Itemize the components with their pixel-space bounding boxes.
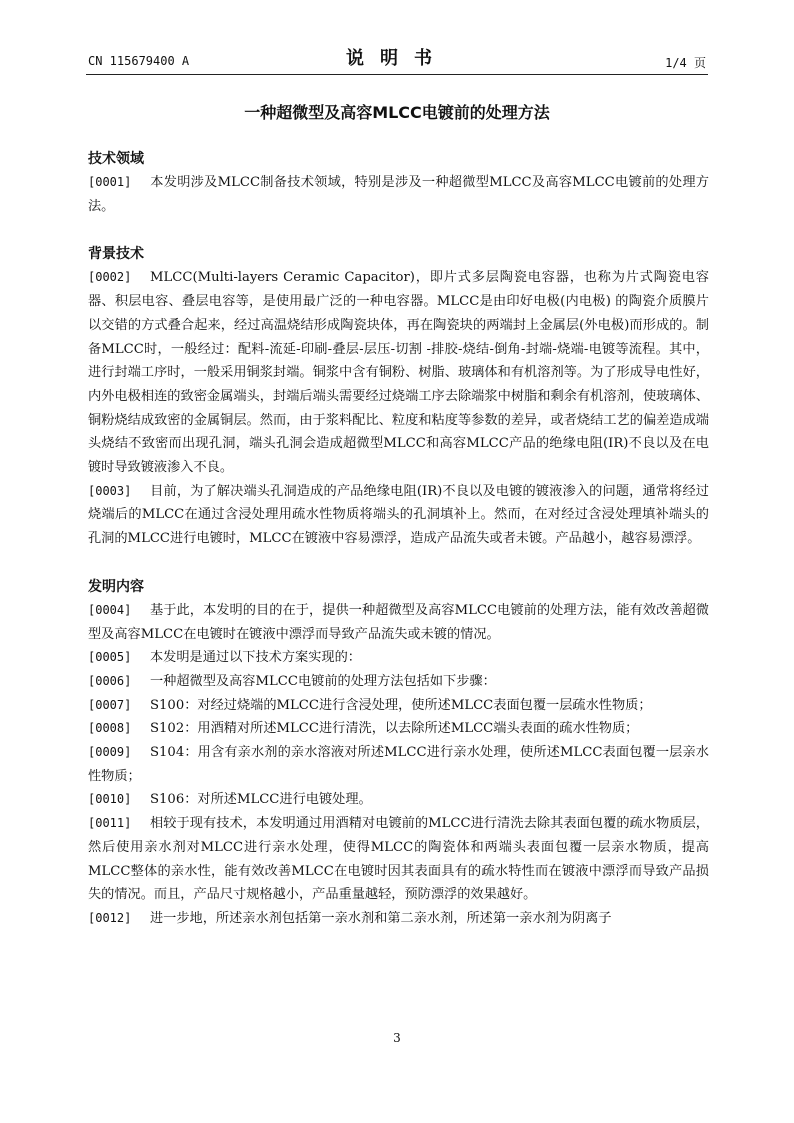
paragraph-number: [0004] [88,602,132,617]
paragraph-text: 相较于现有技术，本发明通过用酒精对电镀前的MLCC进行清洗去除其表面包覆的疏水物质层，然后使用亲水剂对MLCC进行亲水处理，使得MLCC的陶瓷体和两端头表面包覆一层亲水物质，提高MLCC整体的亲水性，能有效改善MLCC在电镀时因其表面具有的疏水特性而在镀液中漂浮而导致产品损失的情况。而且，产品尺寸规格越小，产品重量越轻，预防漂浮的效果越好。 [88,816,709,903]
paragraph [88,646,709,670]
paragraph-number: [0012] [88,910,132,925]
document-type-title: 说明书 [346,48,448,69]
paragraph-number: [0001] [88,175,132,189]
paragraph-text: 一种超微型及高容MLCC电镀前的处理方法包括如下步骤： [150,673,496,689]
page-number: 3 [393,1031,401,1045]
paragraph [88,741,709,788]
paragraph-number: [0009] [88,745,132,760]
section [88,575,709,931]
section [88,242,709,550]
section-heading: 发明内容 [88,578,144,595]
paragraph-text: 基于此，本发明的目的在于，提供一种超微型及高容MLCC电镀前的处理方法，能有效改善超微型及高容MLCC在电镀时在镀液中漂浮而导致产品流失或未镀的情况。 [88,602,709,642]
section-heading: 技术领域 [88,151,144,167]
section [88,147,709,218]
paragraph [88,171,709,218]
paragraph [88,266,709,479]
paragraph [88,717,709,741]
paragraph-number: [0003] [88,483,132,498]
paragraph-text: 目前，为了解决端头孔洞造成的产品绝缘电阻(IR)不良以及电镀的镀液渗入的问题，通常将经过烧端后的MLCC在通过含浸处理用疏水性物质将端头的孔洞填补上。然而，在对经过含浸处理填补端头的孔洞的MLCC进行电镀时，MLCC在镀液中容易漂浮，造成产品流失或者未镀。产品越小，越容易漂浮。 [88,483,709,547]
paragraph-text: 进一步地，所述亲水剂包括第一亲水剂和第二亲水剂，所述第一亲水剂为阴离子 [150,910,612,926]
paragraph [88,599,709,646]
paragraph-number: [0005] [88,650,132,665]
paragraph-text: S100：对经过烧端的MLCC进行含浸处理，使所述MLCC表面包覆一层疏水性物质； [150,697,652,713]
paragraph-text: S104：用含有亲水剂的亲水溶液对所述MLCC进行亲水处理，使所述MLCC表面包覆一层亲水性物质； [88,745,709,784]
paragraph-text: MLCC(Multi-layers Ceramic Capacitor)，即片式多层陶瓷电容器，也称为片式陶瓷电容器、积层电容、叠层电容等，是使用最广泛的一种电容器。MLCC是由印好电极(内电极) 的陶瓷介质膜片以交错的方式叠合起来，经过高温烧结形成陶瓷块体，再在陶瓷块的两端封上金属层(外电极)而形成的。制备MLCC时，一般经过：配料-流延-印刷-叠层-层压-切割 -排胶-烧结-倒角-封端-烧端-电镀等流程。其中，进行封端工序时，一般采用铜浆封端。铜浆中含有铜粉、树脂、玻璃体和有机溶剂等。为了形成导电性好，内外电极相连的致密金属端头，封端后端头需要经过烧端工序去除端浆中树脂和剩余有机溶剂，使玻璃体、铜粉烧结成致密的金属铜层。然而，由于浆料配比、粒度和粘度等参数的差异，或者烧结工艺的偏差造成端头烧结不致密而出现孔洞，端头孔洞会造成超微型MLCC和高容MLCC产品的绝缘电阻(IR)不良以及在电镀时导致镀液渗入不良。 [88,270,709,476]
paragraph-number: [0007] [88,697,132,712]
paragraph-text: 本发明是通过以下技术方案实现的： [150,650,361,666]
paragraph-text: S106：对所述MLCC进行电镀处理。 [150,792,372,808]
paragraph-number: [0002] [88,270,132,285]
paragraph [88,694,709,718]
section-heading: 背景技术 [88,246,144,263]
paragraph-text: 本发明涉及MLCC制备技术领域，特别是涉及一种超微型MLCC及高容MLCC电镀前的处理方法。 [88,175,709,214]
paragraph-number: [0010] [88,792,132,807]
document-body [88,147,709,955]
paragraph [88,480,709,551]
paragraph [88,812,709,907]
header-divider [86,74,708,75]
page-info: 1/4 页 [665,56,706,70]
paragraph [88,907,709,931]
paragraph [88,670,709,694]
paragraph [88,788,709,812]
patent-number: CN 115679400 A [88,54,190,68]
paragraph-number: [0011] [88,816,132,831]
paragraph-number: [0006] [88,673,132,688]
paragraph-number: [0008] [88,721,132,736]
invention-title: 一种超微型及高容MLCC电镀前的处理方法 [244,103,550,122]
paragraph-text: S102：用酒精对所述MLCC进行清洗，以去除所述MLCC端头表面的疏水性物质； [150,721,639,737]
